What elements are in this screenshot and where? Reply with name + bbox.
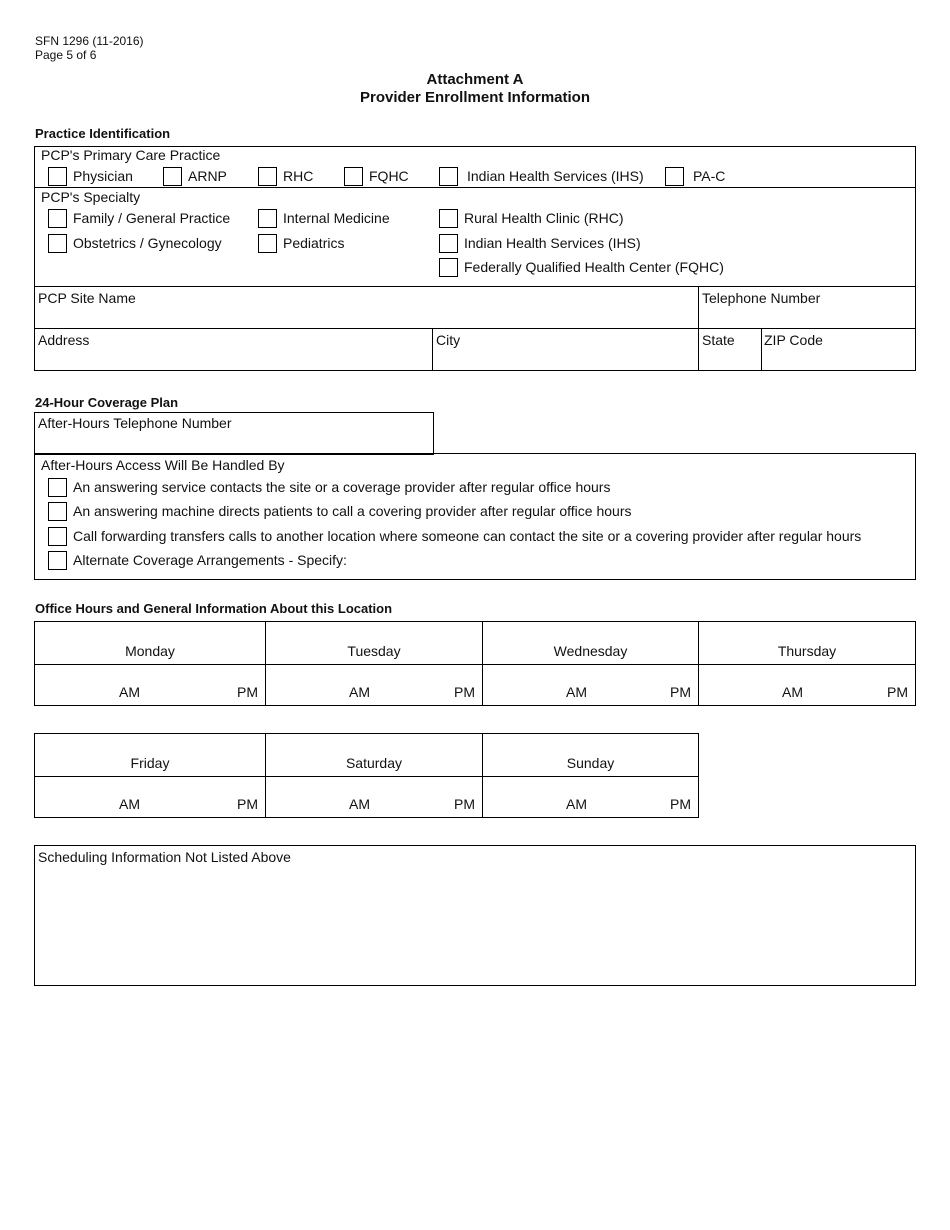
page-indicator: Page 5 of 6	[35, 48, 97, 62]
monday-pm-label: PM	[237, 684, 258, 700]
fqhc-specialty-label: Federally Qualified Health Center (FQHC)	[464, 259, 724, 275]
zip-input[interactable]	[764, 349, 914, 369]
family-practice-checkbox[interactable]	[48, 209, 67, 228]
pediatrics-label: Pediatrics	[283, 235, 345, 251]
call-forwarding-checkbox[interactable]	[48, 527, 67, 546]
fqhc-checkbox[interactable]	[344, 167, 363, 186]
address-input[interactable]	[38, 349, 432, 369]
ihs-checkbox[interactable]	[439, 167, 458, 186]
access-label: After-Hours Access Will Be Handled By	[41, 457, 285, 473]
primary-practice-label: PCP's Primary Care Practice	[41, 147, 221, 163]
friday-am-label: AM	[119, 796, 140, 812]
scheduling-info-label: Scheduling Information Not Listed Above	[38, 849, 291, 865]
physician-checkbox[interactable]	[48, 167, 67, 186]
wednesday-am-label: AM	[566, 684, 587, 700]
scheduling-info-box[interactable]	[34, 845, 916, 986]
telephone-input[interactable]	[702, 307, 914, 327]
answering-machine-label: An answering machine directs patients to call a covering provider after regular office hours	[73, 503, 632, 519]
physician-label: Physician	[73, 168, 133, 184]
form-number: SFN 1296 (11-2016)	[35, 34, 144, 48]
tuesday-pm-label: PM	[454, 684, 475, 700]
fqhc-label: FQHC	[369, 168, 409, 184]
day-monday: Monday	[125, 643, 175, 659]
pa-c-label: PA-C	[693, 168, 726, 184]
address-label: Address	[38, 332, 90, 348]
zip-label: ZIP Code	[764, 332, 823, 348]
practice-heading: Practice Identification	[35, 126, 171, 141]
arnp-label: ARNP	[188, 168, 227, 184]
saturday-pm-label: PM	[454, 796, 475, 812]
after-hours-phone-input[interactable]	[38, 433, 432, 453]
day-tuesday: Tuesday	[347, 643, 401, 659]
sunday-pm-label: PM	[670, 796, 691, 812]
day-thursday: Thursday	[777, 643, 837, 659]
internal-medicine-checkbox[interactable]	[258, 209, 277, 228]
specialty-ihs-label: Indian Health Services (IHS)	[464, 235, 641, 251]
site-name-label: PCP Site Name	[38, 290, 136, 306]
telephone-label: Telephone Number	[702, 290, 821, 306]
state-label: State	[702, 332, 735, 348]
office-hours-weekend-table	[34, 733, 699, 818]
obgyn-label: Obstetrics / Gynecology	[73, 235, 222, 251]
monday-am-label: AM	[119, 684, 140, 700]
pediatrics-checkbox[interactable]	[258, 234, 277, 253]
specialty-ihs-checkbox[interactable]	[439, 234, 458, 253]
alternate-coverage-input[interactable]	[353, 552, 907, 572]
fqhc-specialty-checkbox[interactable]	[439, 258, 458, 277]
after-hours-phone-label: After-Hours Telephone Number	[38, 415, 232, 431]
internal-medicine-label: Internal Medicine	[283, 210, 390, 226]
alternate-coverage-checkbox[interactable]	[48, 551, 67, 570]
answering-service-label: An answering service contacts the site or a coverage provider after regular office hours	[73, 479, 611, 495]
city-input[interactable]	[436, 349, 698, 369]
tuesday-am-label: AM	[349, 684, 370, 700]
thursday-pm-label: PM	[887, 684, 908, 700]
practice-section	[34, 146, 916, 371]
day-saturday: Saturday	[345, 755, 403, 771]
pa-c-checkbox[interactable]	[665, 167, 684, 186]
sunday-am-label: AM	[566, 796, 587, 812]
state-input[interactable]	[702, 349, 761, 369]
saturday-am-label: AM	[349, 796, 370, 812]
ihs-label: Indian Health Services (IHS)	[467, 168, 644, 184]
alternate-coverage-label: Alternate Coverage Arrangements - Specify:	[73, 552, 347, 568]
day-wednesday: Wednesday	[553, 643, 628, 659]
city-label: City	[436, 332, 461, 348]
answering-service-checkbox[interactable]	[48, 478, 67, 497]
after-hours-access-box	[34, 453, 916, 580]
obgyn-checkbox[interactable]	[48, 234, 67, 253]
rural-health-clinic-label: Rural Health Clinic (RHC)	[464, 210, 624, 226]
answering-machine-checkbox[interactable]	[48, 502, 67, 521]
rhc-label: RHC	[283, 168, 314, 184]
form-header	[35, 34, 144, 62]
office-hours-week-table	[34, 621, 916, 706]
family-practice-label: Family / General Practice	[73, 210, 231, 226]
thursday-am-label: AM	[782, 684, 803, 700]
site-name-input[interactable]	[38, 307, 697, 327]
wednesday-pm-label: PM	[670, 684, 691, 700]
day-friday: Friday	[130, 755, 170, 771]
office-hours-heading: Office Hours and General Information About this Location	[35, 601, 393, 616]
page-subtitle: Provider Enrollment Information	[359, 89, 591, 106]
arnp-checkbox[interactable]	[163, 167, 182, 186]
day-sunday: Sunday	[566, 755, 615, 771]
friday-pm-label: PM	[237, 796, 258, 812]
call-forwarding-label: Call forwarding transfers calls to another location where someone can contact the site or a covering provider after regular hours	[73, 528, 862, 544]
rural-health-clinic-checkbox[interactable]	[439, 209, 458, 228]
specialty-label: PCP's Specialty	[41, 189, 141, 205]
coverage-heading: 24-Hour Coverage Plan	[35, 395, 179, 410]
page-title: Attachment A	[426, 71, 524, 88]
after-hours-phone-box	[34, 412, 434, 455]
rhc-checkbox[interactable]	[258, 167, 277, 186]
